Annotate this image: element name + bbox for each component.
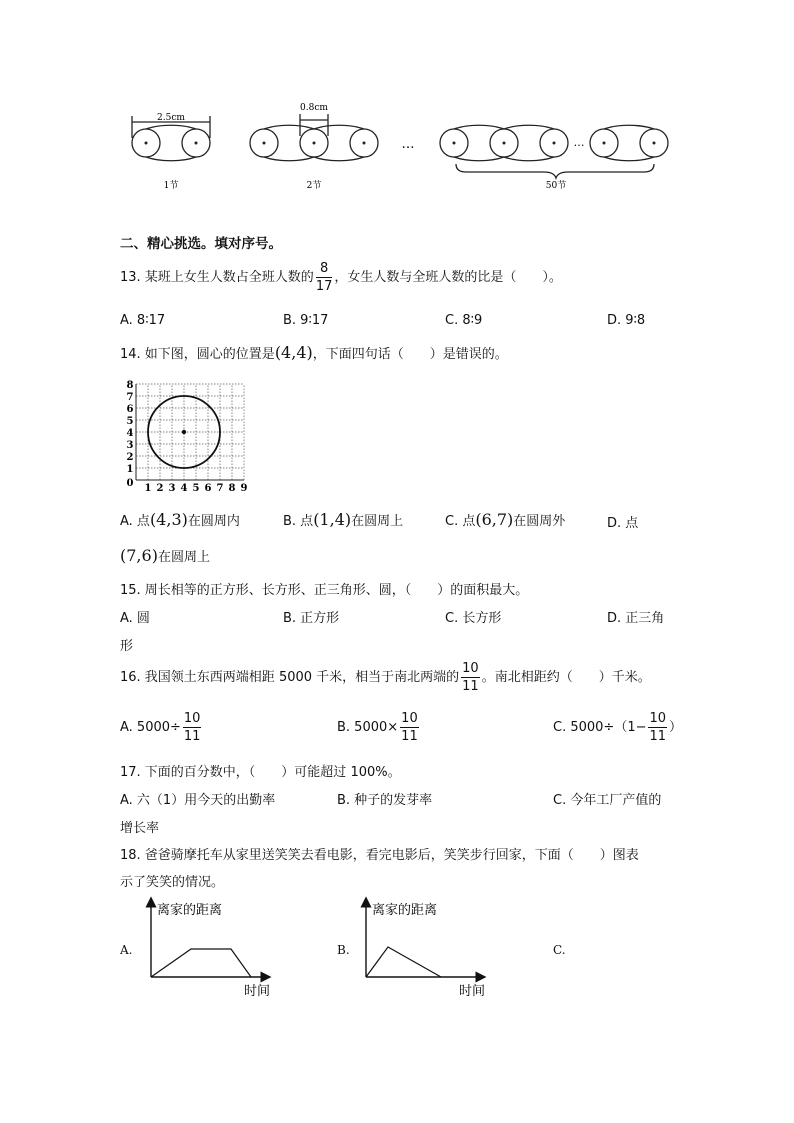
graph-a-drawing bbox=[138, 896, 278, 1002]
q17-option-c-cont: 增长率 bbox=[120, 821, 160, 836]
chain-figure-drawing bbox=[120, 96, 680, 196]
x-tick-label: 5 bbox=[192, 483, 200, 494]
dim-label-2: 0.8cm bbox=[300, 103, 328, 113]
q15-option-d-cont: 形 bbox=[120, 639, 134, 654]
q18-option-b[interactable]: B. bbox=[337, 943, 350, 957]
q16-a-den: 11 bbox=[183, 729, 201, 744]
question-18-line1: 18. 爸爸骑摩托车从家里送笑笑去看电影，看完电影后，笑笑步行回家，下面（ ）图表 bbox=[120, 848, 639, 863]
y-tick-label: 1 bbox=[126, 464, 134, 475]
q14-option-b[interactable] bbox=[283, 510, 403, 529]
graph-b-x-label: 时间 bbox=[459, 984, 486, 999]
q14-option-d-cont bbox=[120, 546, 210, 565]
q14-c-point: (6,7) bbox=[475, 510, 514, 529]
q14-c-post: 在圆周外 bbox=[513, 514, 566, 529]
q15-option-b[interactable]: B. 正方形 bbox=[283, 611, 340, 626]
q16-c-pre: C. 5000÷（1− bbox=[553, 720, 647, 735]
q14-option-c[interactable] bbox=[445, 510, 565, 529]
q14-a-pre: A. 点 bbox=[120, 514, 150, 529]
ellipsis-2: … bbox=[573, 136, 585, 149]
q16-b-den: 11 bbox=[401, 729, 418, 744]
q14-b-point: (1,4) bbox=[313, 510, 352, 529]
q16-prefix: 16. 我国领土东西两端相距 5000 千米，相当于南北两端的 bbox=[120, 670, 460, 685]
q17-option-a[interactable]: A. 六（1）用今天的出勤率 bbox=[120, 793, 276, 808]
q14-d-point: (7,6) bbox=[120, 546, 158, 565]
origin-label: 0 bbox=[126, 478, 134, 489]
q17-option-c[interactable]: C. 今年工厂产值的 bbox=[553, 793, 662, 808]
grid-drawing bbox=[120, 378, 250, 498]
question-13 bbox=[120, 262, 562, 293]
q14-option-d[interactable]: D. 点 bbox=[607, 516, 639, 531]
question-14 bbox=[120, 343, 508, 362]
q13-option-b[interactable]: B. 9∶17 bbox=[283, 313, 329, 328]
q14-suffix: ，下面四句话（ ）是错误的。 bbox=[312, 347, 508, 362]
q16-a-pre: A. 5000÷ bbox=[120, 720, 181, 735]
q14-b-post: 在圆周上 bbox=[351, 514, 404, 529]
q16-frac-num: 10 bbox=[462, 661, 479, 676]
x-tick-label: 2 bbox=[156, 483, 164, 494]
label-1-section: 1节 bbox=[163, 181, 179, 191]
graph-a-x-label: 时间 bbox=[244, 984, 271, 999]
q14-prefix: 14. 如下图，圆心的位置是 bbox=[120, 347, 275, 362]
q13-prefix: 13. 某班上女生人数占全班人数的 bbox=[120, 270, 314, 285]
q14-option-a[interactable] bbox=[120, 510, 240, 529]
y-tick-label: 7 bbox=[126, 392, 134, 403]
graph-b-y-label: 离家的距离 bbox=[372, 903, 438, 918]
q16-option-b[interactable] bbox=[337, 712, 421, 743]
q16-a-num: 10 bbox=[183, 711, 201, 726]
x-tick-label: 8 bbox=[228, 483, 236, 494]
circle-center bbox=[182, 430, 186, 434]
chain-figure bbox=[120, 96, 680, 196]
question-17: 17. 下面的百分数中，（ ）可能超过 100%。 bbox=[120, 765, 401, 780]
q18-option-c[interactable]: C. bbox=[553, 943, 566, 957]
x-tick-label: 7 bbox=[216, 483, 224, 494]
y-tick-label: 2 bbox=[126, 452, 134, 463]
x-tick-label: 1 bbox=[144, 483, 152, 494]
question-16 bbox=[120, 662, 651, 693]
q16-b-num: 10 bbox=[401, 711, 418, 726]
q13-option-a[interactable]: A. 8∶17 bbox=[120, 313, 166, 328]
q16-b-fraction bbox=[400, 712, 419, 743]
q13-frac-num: 8 bbox=[316, 262, 333, 278]
q14-a-post: 在圆周内 bbox=[187, 514, 240, 529]
q14-c-pre: C. 点 bbox=[445, 514, 476, 529]
label-2-section: 2节 bbox=[306, 181, 322, 191]
x-tick-label: 4 bbox=[180, 483, 188, 494]
q13-option-c[interactable]: C. 8∶9 bbox=[445, 313, 483, 328]
x-tick-label: 3 bbox=[168, 483, 176, 494]
q18-graph-b bbox=[353, 896, 493, 1002]
q16-c-post: ） bbox=[669, 720, 683, 735]
question-15: 15. 周长相等的正方形、长方形、正三角形、圆，（ ）的面积最大。 bbox=[120, 583, 529, 598]
q14-d-post: 在圆周上 bbox=[157, 550, 210, 565]
q16-fraction bbox=[461, 662, 480, 693]
q15-option-a[interactable]: A. 圆 bbox=[120, 611, 150, 626]
q13-fraction bbox=[316, 262, 333, 293]
q17-option-b[interactable]: B. 种子的发芽率 bbox=[337, 793, 433, 808]
x-tick-label: 6 bbox=[204, 483, 212, 494]
q16-c-num: 10 bbox=[649, 711, 667, 726]
y-tick-label: 6 bbox=[126, 404, 134, 415]
q16-c-den: 11 bbox=[649, 729, 667, 744]
coordinate-grid bbox=[120, 378, 250, 498]
y-tick-label: 3 bbox=[126, 440, 134, 451]
q16-a-fraction bbox=[183, 712, 202, 743]
q13-suffix: ，女生人数与全班人数的比是（ ）。 bbox=[334, 270, 562, 285]
q14-point: (4,4) bbox=[274, 343, 313, 362]
dim-label-1: 2.5cm bbox=[157, 113, 185, 123]
question-18-line2: 示了笑笑的情况。 bbox=[120, 875, 225, 890]
x-tick-label: 9 bbox=[240, 483, 248, 494]
q18-graph-a bbox=[138, 896, 278, 1002]
y-tick-label: 4 bbox=[126, 428, 134, 439]
q14-b-pre: B. 点 bbox=[283, 514, 314, 529]
y-tick-label: 8 bbox=[126, 380, 134, 391]
q15-option-d[interactable]: D. 正三角 bbox=[607, 611, 665, 626]
graph-b-drawing bbox=[353, 896, 493, 1002]
q14-a-point: (4,3) bbox=[149, 510, 188, 529]
q16-option-c[interactable] bbox=[553, 712, 682, 743]
graph-a-y-label: 离家的距离 bbox=[157, 903, 223, 918]
q16-option-a[interactable] bbox=[120, 712, 203, 743]
q15-option-c[interactable]: C. 长方形 bbox=[445, 611, 502, 626]
q13-option-d[interactable]: D. 9∶8 bbox=[607, 313, 646, 328]
section-title: 二、精心挑选。填对序号。 bbox=[120, 236, 282, 252]
q16-b-pre: B. 5000× bbox=[337, 720, 399, 735]
q16-frac-den: 11 bbox=[462, 679, 479, 694]
y-tick-label: 5 bbox=[126, 416, 134, 427]
q18-option-a[interactable]: A. bbox=[120, 943, 133, 957]
q16-c-fraction bbox=[648, 712, 667, 743]
q13-frac-den: 17 bbox=[315, 279, 333, 294]
label-50-section: 50节 bbox=[545, 181, 567, 191]
ellipsis-1: … bbox=[401, 137, 415, 152]
q16-suffix: 。南北相距约（ ）千米。 bbox=[481, 670, 651, 685]
